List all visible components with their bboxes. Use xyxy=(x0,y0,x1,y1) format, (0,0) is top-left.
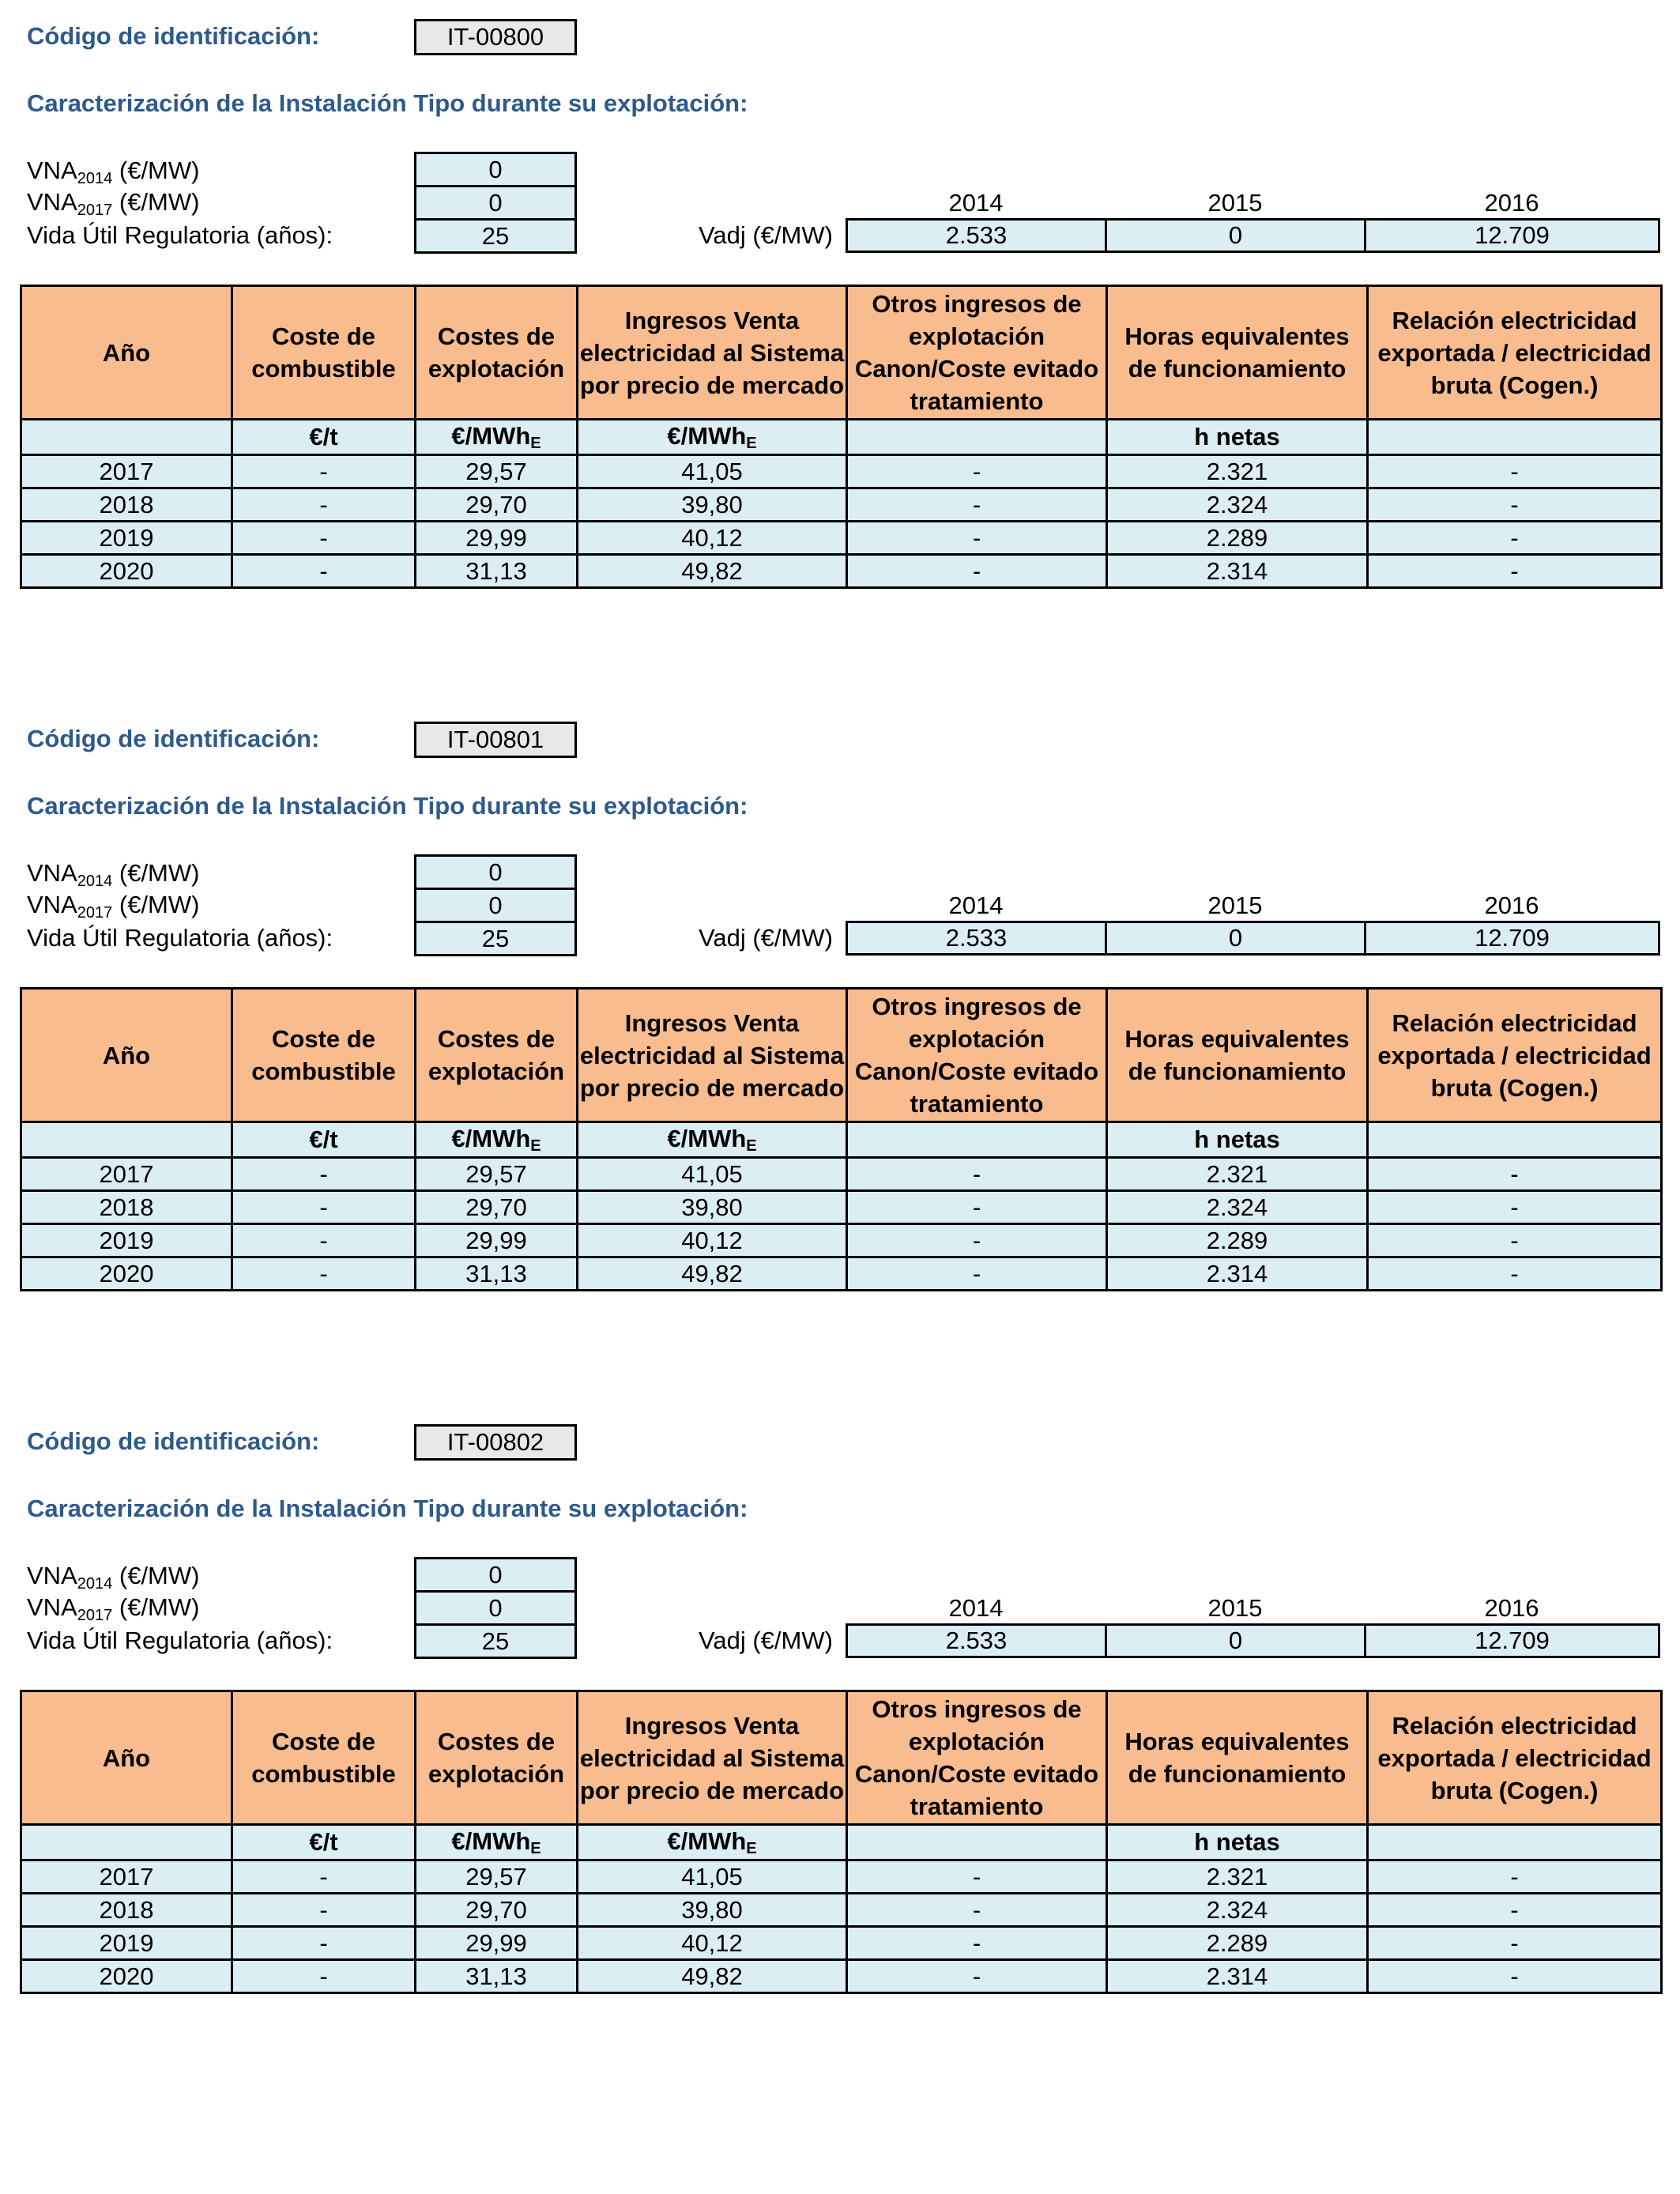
vadj-value: 12.709 xyxy=(1364,921,1660,956)
unit-cell: €/MWh$_E$ xyxy=(578,420,847,455)
unit-cell xyxy=(21,420,232,455)
table-cell: - xyxy=(232,1894,416,1927)
vadj-value: 12.709 xyxy=(1364,218,1660,253)
table-row xyxy=(21,522,1662,555)
vna2014-value: 0 xyxy=(414,152,577,187)
table-row xyxy=(21,488,1662,522)
data-table xyxy=(20,285,1663,589)
unit-cell: €/t xyxy=(232,420,416,455)
table-cell: 39,80 xyxy=(578,1191,847,1224)
unit-cell xyxy=(847,1122,1107,1158)
table-cell: 29,70 xyxy=(416,488,578,522)
col-header-horas-equivalentes: Horas equivalentes de funcionamiento xyxy=(1107,989,1368,1122)
unit-cell: €/MWh$_E$ xyxy=(416,1122,578,1158)
table-cell: 2.314 xyxy=(1107,1257,1368,1291)
code-value: IT-00801 xyxy=(414,722,577,758)
table-cell: - xyxy=(1368,555,1662,588)
unit-cell xyxy=(847,420,1107,455)
table-cell: 29,70 xyxy=(416,1894,578,1927)
header-row xyxy=(21,989,1662,1122)
vadj-value: 0 xyxy=(1105,921,1366,956)
unit-cell: €/MWh$_E$ xyxy=(578,1122,847,1158)
table-cell: 2.324 xyxy=(1107,1191,1368,1224)
table-cell: 2018 xyxy=(21,1191,232,1224)
vadj-values xyxy=(848,218,1660,253)
section-title: Caracterización de la Instalación Tipo durante su explotación: xyxy=(27,792,748,820)
unit-cell xyxy=(1368,1825,1662,1860)
table-cell: - xyxy=(847,1960,1107,1993)
table-cell: - xyxy=(232,522,416,555)
vna2014-value: 0 xyxy=(414,1557,577,1593)
table-cell: - xyxy=(847,522,1107,555)
col-header-costes-explotacion: Costes de explotación xyxy=(416,989,578,1122)
vadj-year: 2016 xyxy=(1484,892,1539,919)
vadj-year: 2015 xyxy=(1207,189,1263,217)
vadj-value: 0 xyxy=(1105,218,1366,253)
code-label: Código de identificación: xyxy=(27,725,320,752)
vna2017-label: $VNA_{2017}$ (€/MW) xyxy=(27,1593,200,1624)
table-cell: - xyxy=(847,1927,1107,1960)
table-cell: - xyxy=(1368,1927,1662,1960)
table-cell: - xyxy=(232,1960,416,1993)
unit-cell xyxy=(21,1122,232,1158)
table-cell: - xyxy=(847,455,1107,488)
unit-cell: €/MWh$_E$ xyxy=(416,420,578,455)
table-cell: 2.289 xyxy=(1107,1927,1368,1960)
table-cell: - xyxy=(1368,1960,1662,1993)
table-cell: - xyxy=(847,1860,1107,1894)
vna2017-value: 0 xyxy=(414,888,577,923)
vadj-year: 2014 xyxy=(948,1594,1004,1622)
header-row xyxy=(21,286,1662,420)
table-cell: - xyxy=(1368,1257,1662,1291)
col-header-horas-equivalentes: Horas equivalentes de funcionamiento xyxy=(1107,1691,1368,1825)
vna2014-value: 0 xyxy=(414,854,577,890)
col-header-relacion-electricidad: Relación electricidad exportada / electricidad bruta (Cogen.) xyxy=(1368,989,1662,1122)
table-cell: 40,12 xyxy=(578,522,847,555)
table-cell: - xyxy=(1368,455,1662,488)
table-cell: - xyxy=(847,1224,1107,1257)
table-cell: - xyxy=(232,555,416,588)
table-cell: 2018 xyxy=(21,1894,232,1927)
unit-cell: €/t xyxy=(232,1122,416,1158)
table-cell: - xyxy=(847,1158,1107,1191)
col-header-relacion-electricidad: Relación electricidad exportada / electricidad bruta (Cogen.) xyxy=(1368,1691,1662,1825)
vna2014-label: $VNA_{2014}$ (€/MW) xyxy=(27,859,200,890)
table-cell: 2.324 xyxy=(1107,488,1368,522)
installation-block xyxy=(0,1405,1680,2038)
table-cell: - xyxy=(232,1224,416,1257)
vna2014-label: $VNA_{2014}$ (€/MW) xyxy=(27,1562,200,1593)
unit-cell: €/t xyxy=(232,1825,416,1860)
vida-util-label: Vida Útil Regulatoria (años): xyxy=(27,221,333,249)
col-header-otros-ingresos: Otros ingresos de explotación Canon/Coste evitado tratamiento xyxy=(847,989,1107,1122)
table-cell: 2017 xyxy=(21,1158,232,1191)
data-table xyxy=(20,1690,1663,1994)
table-cell: - xyxy=(847,1191,1107,1224)
code-value: IT-00800 xyxy=(414,19,577,55)
table-cell: 2.321 xyxy=(1107,1158,1368,1191)
table-cell: 2020 xyxy=(21,1257,232,1291)
code-label: Código de identificación: xyxy=(27,22,320,50)
table-cell: 2.314 xyxy=(1107,1960,1368,1993)
col-header-relacion-electricidad: Relación electricidad exportada / electricidad bruta (Cogen.) xyxy=(1368,286,1662,420)
vadj-label: Vadj (€/MW) xyxy=(699,924,833,952)
table-cell: - xyxy=(1368,488,1662,522)
data-table xyxy=(20,987,1663,1291)
table-cell: 29,57 xyxy=(416,455,578,488)
col-header-coste-combustible: Coste de combustible xyxy=(232,286,416,420)
table-cell: 2.321 xyxy=(1107,1860,1368,1894)
table-cell: - xyxy=(232,1158,416,1191)
vna2017-value: 0 xyxy=(414,185,577,221)
unit-cell: h netas xyxy=(1107,420,1368,455)
table-cell: 49,82 xyxy=(578,1960,847,1993)
table-cell: 49,82 xyxy=(578,1257,847,1291)
col-header-otros-ingresos: Otros ingresos de explotación Canon/Coste evitado tratamiento xyxy=(847,286,1107,420)
table-cell: 2.289 xyxy=(1107,1224,1368,1257)
table-row xyxy=(21,1960,1662,1993)
vadj-year: 2016 xyxy=(1484,189,1539,217)
vna2017-value: 0 xyxy=(414,1590,577,1626)
vna2014-label: $VNA_{2014}$ (€/MW) xyxy=(27,156,200,187)
table-cell: 2017 xyxy=(21,455,232,488)
table-cell: 40,12 xyxy=(578,1224,847,1257)
table-cell: 29,57 xyxy=(416,1158,578,1191)
table-cell: - xyxy=(232,455,416,488)
table-cell: 49,82 xyxy=(578,555,847,588)
vadj-year: 2016 xyxy=(1484,1594,1539,1622)
table-cell: - xyxy=(232,488,416,522)
vida-util-value: 25 xyxy=(414,218,577,254)
col-header-costes-explotacion: Costes de explotación xyxy=(416,1691,578,1825)
unit-cell: h netas xyxy=(1107,1122,1368,1158)
table-cell: 2.314 xyxy=(1107,555,1368,588)
table-cell: 31,13 xyxy=(416,1960,578,1993)
vida-util-value: 25 xyxy=(414,921,577,956)
table-row xyxy=(21,1158,1662,1191)
table-cell: 39,80 xyxy=(578,488,847,522)
table-cell: - xyxy=(847,1894,1107,1927)
table-cell: 41,05 xyxy=(578,1158,847,1191)
col-header-costes-explotacion: Costes de explotación xyxy=(416,286,578,420)
table-cell: - xyxy=(1368,1894,1662,1927)
vadj-values xyxy=(848,921,1660,956)
table-cell: 2017 xyxy=(21,1860,232,1894)
code-value: IT-00802 xyxy=(414,1424,577,1461)
vida-util-value: 25 xyxy=(414,1623,577,1659)
vadj-value: 2.533 xyxy=(846,218,1107,253)
code-label: Código de identificación: xyxy=(27,1427,320,1455)
table-cell: 2019 xyxy=(21,1224,232,1257)
units-row xyxy=(21,1122,1662,1158)
unit-cell xyxy=(847,1825,1107,1860)
table-row xyxy=(21,1224,1662,1257)
col-header-coste-combustible: Coste de combustible xyxy=(232,989,416,1122)
col-header-otros-ingresos: Otros ingresos de explotación Canon/Coste evitado tratamiento xyxy=(847,1691,1107,1825)
section-title: Caracterización de la Instalación Tipo durante su explotación: xyxy=(27,1495,748,1522)
table-cell: - xyxy=(1368,1191,1662,1224)
table-row xyxy=(21,1257,1662,1291)
vadj-year: 2015 xyxy=(1207,1594,1263,1622)
table-row xyxy=(21,455,1662,488)
table-cell: 29,99 xyxy=(416,522,578,555)
installation-block xyxy=(0,0,1680,632)
table-cell: - xyxy=(847,1257,1107,1291)
table-cell: 29,99 xyxy=(416,1927,578,1960)
vadj-values xyxy=(848,1623,1660,1658)
table-cell: 2018 xyxy=(21,488,232,522)
unit-cell: €/MWh$_E$ xyxy=(578,1825,847,1860)
unit-cell xyxy=(1368,1122,1662,1158)
table-cell: 39,80 xyxy=(578,1894,847,1927)
table-row xyxy=(21,1191,1662,1224)
table-cell: - xyxy=(232,1927,416,1960)
table-cell: 29,57 xyxy=(416,1860,578,1894)
table-cell: 2020 xyxy=(21,555,232,588)
table-cell: 2.321 xyxy=(1107,455,1368,488)
table-cell: - xyxy=(1368,1224,1662,1257)
table-cell: 31,13 xyxy=(416,1257,578,1291)
table-cell: - xyxy=(847,488,1107,522)
vida-util-label: Vida Útil Regulatoria (años): xyxy=(27,924,333,952)
table-cell: 2.289 xyxy=(1107,522,1368,555)
table-cell: 29,70 xyxy=(416,1191,578,1224)
col-header-ingresos-venta: Ingresos Venta electricidad al Sistema por precio de mercado xyxy=(578,286,847,420)
vadj-value: 2.533 xyxy=(846,921,1107,956)
vadj-value: 12.709 xyxy=(1364,1623,1660,1658)
unit-cell xyxy=(21,1825,232,1860)
col-header-ingresos-venta: Ingresos Venta electricidad al Sistema por precio de mercado xyxy=(578,989,847,1122)
table-cell: 2020 xyxy=(21,1960,232,1993)
table-cell: - xyxy=(232,1191,416,1224)
table-row xyxy=(21,555,1662,588)
table-cell: 40,12 xyxy=(578,1927,847,1960)
unit-cell xyxy=(1368,420,1662,455)
vida-util-label: Vida Útil Regulatoria (años): xyxy=(27,1627,333,1654)
table-cell: 29,99 xyxy=(416,1224,578,1257)
table-cell: 41,05 xyxy=(578,455,847,488)
table-row xyxy=(21,1894,1662,1927)
vadj-label: Vadj (€/MW) xyxy=(699,1627,833,1654)
table-cell: 2019 xyxy=(21,522,232,555)
header-row xyxy=(21,1691,1662,1825)
table-cell: - xyxy=(847,555,1107,588)
table-cell: - xyxy=(1368,522,1662,555)
section-title: Caracterización de la Instalación Tipo durante su explotación: xyxy=(27,89,748,117)
units-row xyxy=(21,420,1662,455)
vna2017-label: $VNA_{2017}$ (€/MW) xyxy=(27,188,200,219)
table-cell: 2.324 xyxy=(1107,1894,1368,1927)
vadj-year: 2015 xyxy=(1207,892,1263,919)
col-header-ano: Año xyxy=(21,1691,232,1825)
installation-block xyxy=(0,703,1680,1335)
vadj-year: 2014 xyxy=(948,189,1004,217)
vadj-value: 2.533 xyxy=(846,1623,1107,1658)
table-cell: - xyxy=(1368,1860,1662,1894)
table-cell: - xyxy=(232,1860,416,1894)
table-row xyxy=(21,1860,1662,1894)
vadj-value: 0 xyxy=(1105,1623,1366,1658)
unit-cell: h netas xyxy=(1107,1825,1368,1860)
table-cell: 2019 xyxy=(21,1927,232,1960)
table-cell: - xyxy=(1368,1158,1662,1191)
units-row xyxy=(21,1825,1662,1860)
table-row xyxy=(21,1927,1662,1960)
col-header-ano: Año xyxy=(21,286,232,420)
unit-cell: €/MWh$_E$ xyxy=(416,1825,578,1860)
col-header-ano: Año xyxy=(21,989,232,1122)
vadj-year: 2014 xyxy=(948,892,1004,919)
table-cell: 31,13 xyxy=(416,555,578,588)
table-cell: 41,05 xyxy=(578,1860,847,1894)
col-header-horas-equivalentes: Horas equivalentes de funcionamiento xyxy=(1107,286,1368,420)
col-header-coste-combustible: Coste de combustible xyxy=(232,1691,416,1825)
col-header-ingresos-venta: Ingresos Venta electricidad al Sistema por precio de mercado xyxy=(578,1691,847,1825)
table-cell: - xyxy=(232,1257,416,1291)
vna2017-label: $VNA_{2017}$ (€/MW) xyxy=(27,891,200,922)
vadj-label: Vadj (€/MW) xyxy=(699,221,833,249)
